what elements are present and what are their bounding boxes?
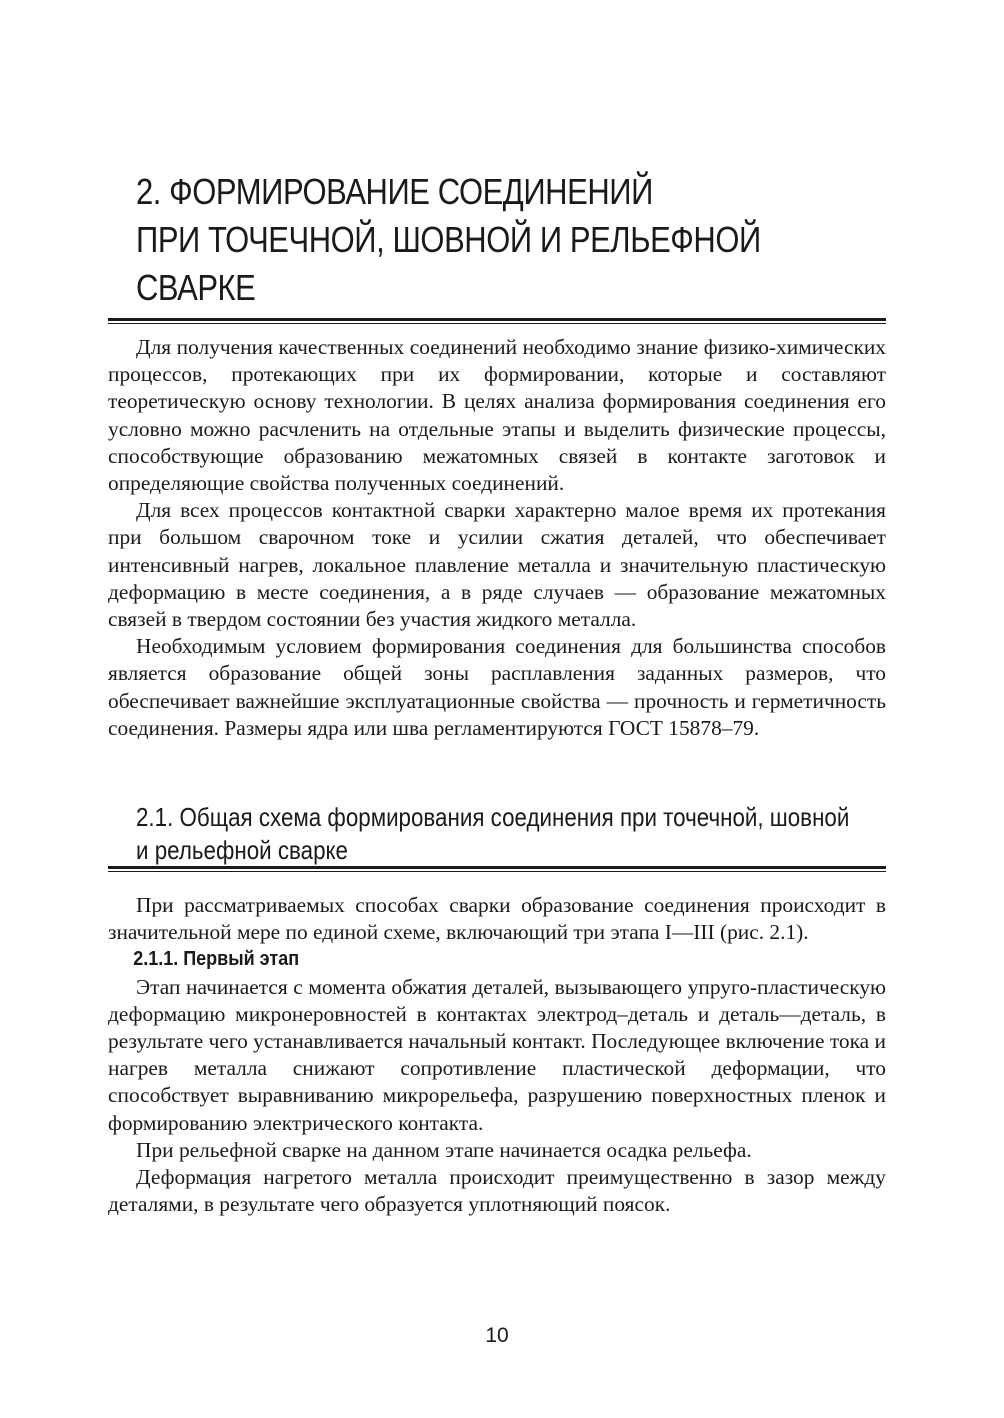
- section-text: [108, 892, 886, 1218]
- subsection-paragraph: При рельефной сварке на данном этапе начинается осадка рельефа.: [136, 1137, 752, 1162]
- section-title-line: 2.1. Общая схема формирования соединения при точечной, шовной: [136, 802, 850, 832]
- chapter-title: [136, 168, 772, 312]
- book-page: [108, 0, 886, 1418]
- subsection-paragraph: Деформация нагретого металла происходит преимущественно в зазор между деталями, в результате чего образуется уплотняющий поясок.: [108, 1165, 886, 1217]
- section-title-rule: [108, 866, 886, 872]
- intro-paragraph: Необходимым условием формирования соединения для большинства способов является образование общей зоны расплавления заданных размеров, что обеспечивает важнейшие эксплуатационные свойства — прочность и герметичность соединения. Размеры ядра или шва регламентируются ГОСТ 15878–79.: [108, 634, 886, 740]
- subsection-paragraph: Этап начинается с момента обжатия деталей, вызывающего упруго-пластическую деформацию микронеровностей в контактах электрод–деталь и деталь—деталь, в результате чего устанавливается начальный контакт. Последующее включение тока и нагрев металла снижают сопротивление пластической деформации, что способствует выравниванию микрорельефа, разрушению поверхностных пленок и формированию электрического контакта.: [108, 974, 886, 1135]
- chapter-title-line: ПРИ ТОЧЕЧНОЙ, ШОВНОЙ И РЕЛЬЕФНОЙ: [136, 219, 761, 260]
- section-title: [136, 801, 893, 867]
- section-title-line: и рельефной сварке: [136, 835, 349, 865]
- intro-paragraph: Для всех процессов контактной сварки характерно малое время их протекания при большом сварочном токе и усилии сжатия деталей, что обеспечивает интенсивный нагрев, локальное плавление металла и значительную пластическую деформацию в месте соединения, а в ряде случаев — образование межатомных связей в твердом состоянии без участия жидкого металла.: [108, 498, 886, 632]
- chapter-title-rule: [108, 318, 886, 324]
- subsection-title: 2.1.1. Первый этап: [133, 948, 300, 971]
- intro-text: [108, 334, 886, 742]
- chapter-title-line: СВАРКЕ: [136, 267, 256, 308]
- section-paragraph: При рассматриваемых способах сварки образование соединения происходит в значительной мере по единой схеме, включающий три этапа I—III (рис. 2.1).: [108, 893, 886, 945]
- page-number: 10: [485, 1324, 509, 1347]
- intro-paragraph: Для получения качественных соединений необходимо знание физико-химических процессов, протекающих при их формировании, которые и составляют теоретическую основу технологии. В целях анализа формирования соединения его условно можно расчленить на отдельные этапы и выделить физические процессы, способствующие образованию межатомных связей в контакте заготовок и определяющие свойства полученных соединений.: [108, 335, 886, 496]
- chapter-title-line: 2. ФОРМИРОВАНИЕ СОЕДИНЕНИЙ: [136, 171, 653, 212]
